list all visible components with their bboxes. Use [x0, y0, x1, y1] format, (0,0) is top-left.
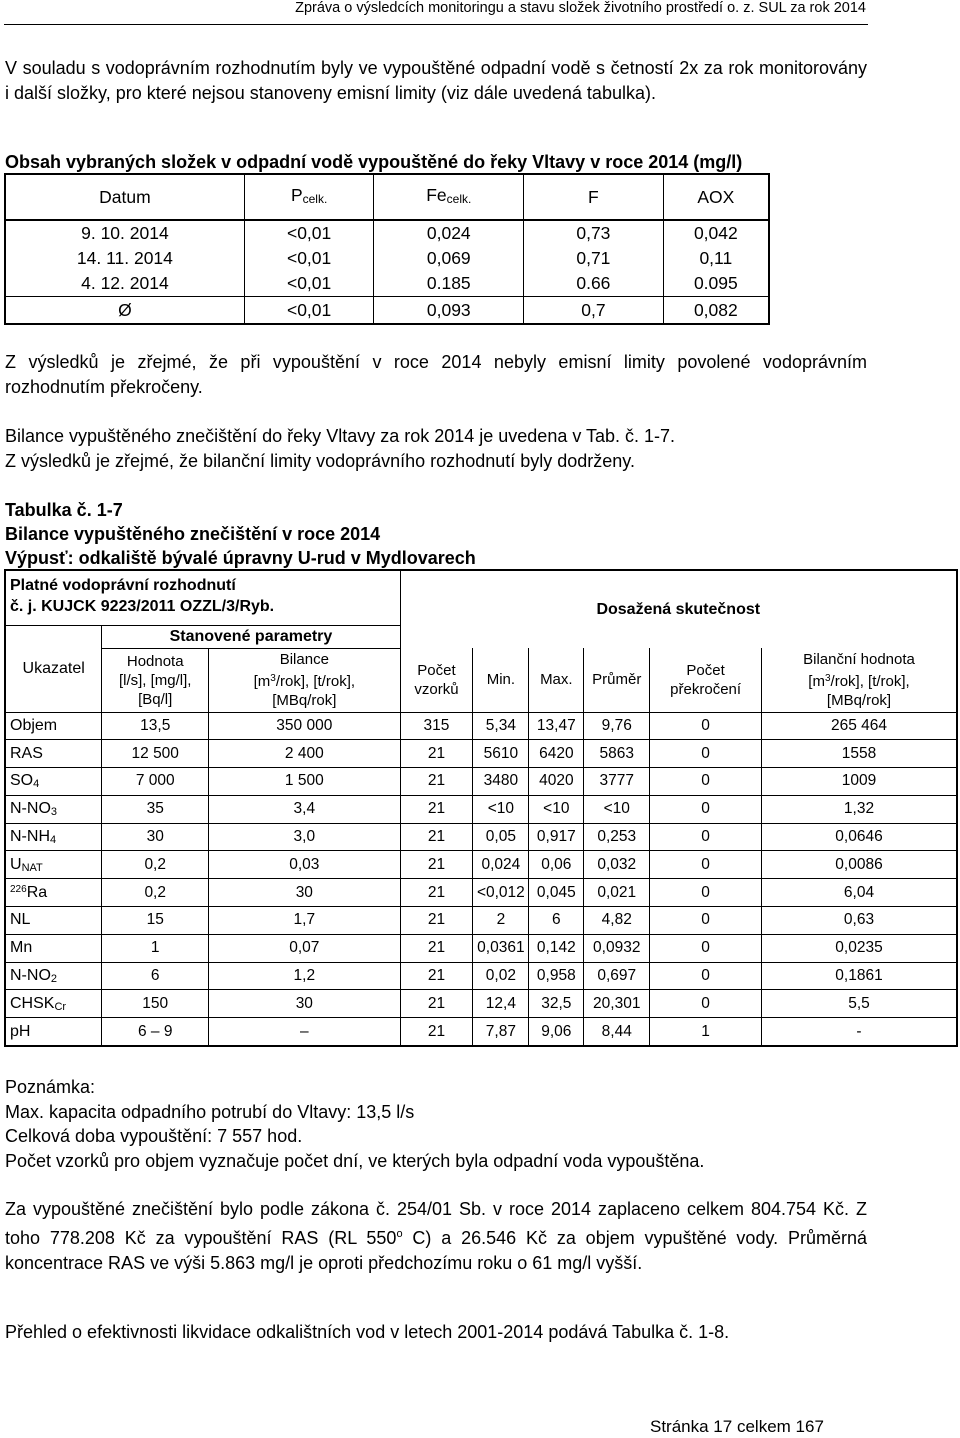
balance-paragraph-line1: Bilance vypuštěného znečištění do řeky Vltavy za rok 2014 je uvedena v Tab. č. 1-7. [5, 426, 676, 446]
table2-cell-max: 0,958 [529, 962, 584, 990]
table2-cell-bilance: 30 [209, 879, 400, 907]
table1-cell: <0,01 [244, 271, 374, 297]
table2-cell-pocet: 21 [400, 934, 473, 962]
table2-header-row1 [5, 570, 957, 625]
table2-row [5, 851, 957, 879]
table2-cell-min: 5610 [473, 740, 529, 768]
table2-caption1: Bilance vypuštěného znečištění v roce 2014 [5, 524, 381, 544]
table2-header-row3 [5, 648, 957, 712]
table2-cell-prumer: 0,0932 [584, 934, 650, 962]
table1-cell: 14. 11. 2014 [5, 246, 244, 271]
table2-cell-hodnota: 1 [102, 934, 209, 962]
table2-cell-pocet: 21 [400, 907, 473, 935]
table2-cell-max: 0,06 [529, 851, 584, 879]
table2-cell-bil: 0,63 [762, 907, 957, 935]
table2-cell-max: 6 [529, 907, 584, 935]
table2-cell-prekr: 0 [650, 768, 762, 796]
table1-col-f: F [524, 174, 664, 220]
notes-line1: Max. kapacita odpadního potrubí do Vltavy: 13,5 l/s [5, 1102, 415, 1122]
table2-cell-bilance: 1 500 [209, 768, 400, 796]
table2-cell-prumer: 0,253 [584, 823, 650, 851]
table1-header-row [5, 174, 769, 220]
table2-achieved-header: Dosažená skutečnost [400, 570, 957, 648]
payment-paragraph: Za vypouštěné znečištění bylo podle zákona č. 254/01 Sb. v roce 2014 zaplaceno celkem 804.754 Kč. Z toho 778.208 Kč za vypouštění RAS (RL 550$^o$ C) a 26.546 Kč za objem vypuštěné vody. Průměrná koncentrace RAS ve výši 5.863 mg/l je oproti předchozímu roku o 61 mg/l vyšší. [5, 1199, 867, 1273]
table2-ukazatel-cell: Objem [5, 712, 102, 740]
table2-cell-pocet: 21 [400, 740, 473, 768]
table1-cell: <0,01 [244, 220, 374, 246]
table2-cell-max: 32,5 [529, 990, 584, 1018]
table2-cell-bil: 1558 [762, 740, 957, 768]
table2-cell-min: <0,012 [473, 879, 529, 907]
table1-cell: 0,7 [524, 297, 664, 325]
results-paragraph: Z výsledků je zřejmé, že při vypouštění v roce 2014 nebyly emisní limity povolené vodoprávním rozhodnutím překročeny. [5, 352, 867, 397]
table2-ukazatel-cell: NL [5, 907, 102, 935]
table1-cell: 0,71 [524, 246, 664, 271]
table2-label: Tabulka č. 1-7 [5, 500, 123, 520]
header-rule [4, 24, 868, 25]
table2-caption2: Výpusť: odkaliště bývalé úpravny U-rud v Mydlovarech [5, 548, 476, 568]
table1-col-fe: $Fe_{celk.}$ [374, 174, 524, 220]
table2-ukazatel-cell: $CHSK_{Cr}$ [5, 990, 102, 1018]
table1-cell: 0,024 [374, 220, 524, 246]
footer-page: Stránka 17 [650, 1417, 733, 1436]
table2-cell-bil: 0,1861 [762, 962, 957, 990]
table2-cell-prumer: 20,301 [584, 990, 650, 1018]
table2-cell-bilance: 0,03 [209, 851, 400, 879]
table1-cell: Ø [5, 297, 244, 325]
table2-cell-hodnota: 0,2 [102, 879, 209, 907]
table2-cell-hodnota: 30 [102, 823, 209, 851]
table2-ukazatel-cell: $N-NO_3$ [5, 795, 102, 823]
table2-ukazatel-cell: $U_{NAT}$ [5, 851, 102, 879]
table2-cell-bilance: 1,2 [209, 962, 400, 990]
table2-cell-pocet: 21 [400, 879, 473, 907]
table2-cell-prumer: 0,021 [584, 879, 650, 907]
page-footer [650, 1417, 824, 1437]
table2-cell-prumer: <10 [584, 795, 650, 823]
table2-cell-hodnota: 35 [102, 795, 209, 823]
table2-bilance-header: Bilance $[m^3/rok]$, [t/rok], [MBq/rok] [209, 648, 400, 712]
table2-bilancni-hodnota-header: Bilanční hodnota $[m^3/rok]$, [t/rok], [MBq/rok] [762, 648, 957, 712]
table2-cell-max: 0,045 [529, 879, 584, 907]
table2-cell-pocet: 21 [400, 768, 473, 796]
table2-cell-pocet: 21 [400, 1018, 473, 1046]
table2 [4, 569, 958, 1047]
table1-cell: <0,01 [244, 297, 374, 325]
table2-cell-prekr: 0 [650, 712, 762, 740]
table2-prumer-header: Průměr [584, 648, 650, 712]
table2-cell-pocet: 21 [400, 795, 473, 823]
table2-cell-min: 2 [473, 907, 529, 935]
summary-line: Přehled o efektivnosti likvidace odkalištních vod v letech 2001-2014 podává Tabulka č. 1-8. [5, 1322, 730, 1342]
table2-cell-pocet: 21 [400, 823, 473, 851]
table2-cell-pocet: 21 [400, 990, 473, 1018]
table1-cell: 0,069 [374, 246, 524, 271]
table2-cell-bil: 1,32 [762, 795, 957, 823]
table2-cell-hodnota: 0,2 [102, 851, 209, 879]
table2-cell-prekr: 0 [650, 879, 762, 907]
table2-pocet-prekr-header: Počet překročení [650, 648, 762, 712]
table2-cell-prekr: 0 [650, 823, 762, 851]
table2-cell-bilance: 0,07 [209, 934, 400, 962]
table2-cell-prumer: 9,76 [584, 712, 650, 740]
balance-paragraph-line2: Z výsledků je zřejmé, že bilanční limity vodoprávního rozhodnutí byly dodrženy. [5, 451, 635, 471]
table2-cell-bil: - [762, 1018, 957, 1046]
table2-cell-bil: 5,5 [762, 990, 957, 1018]
table1 [4, 173, 770, 325]
table2-cell-prekr: 0 [650, 851, 762, 879]
table2-cell-prumer: 0,032 [584, 851, 650, 879]
notes-line3: Počet vzorků pro objem vyznačuje počet dní, ve kterých byla odpadní voda vypouštěna. [5, 1151, 705, 1171]
table1-cell: 0.095 [663, 271, 769, 297]
table2-cell-hodnota: 6 – 9 [102, 1018, 209, 1046]
table2-cell-bil: 6,04 [762, 879, 957, 907]
table2-cell-hodnota: 12 500 [102, 740, 209, 768]
table2-cell-max: 6420 [529, 740, 584, 768]
table2-cell-min: 3480 [473, 768, 529, 796]
table1-cell: 0,093 [374, 297, 524, 325]
table2-cell-prekr: 0 [650, 934, 762, 962]
intro-paragraph: V souladu s vodoprávním rozhodnutím byly ve vypouštěné odpadní vodě s četností 2x za rok monitorovány i další složky, pro které nejsou stanoveny emisní limity (viz dále uvedená tabulka). [5, 58, 867, 103]
table2-cell-max: 13,47 [529, 712, 584, 740]
table2-row [5, 795, 957, 823]
permit-line1: Platné vodoprávní rozhodnutí [10, 577, 236, 594]
table2-row [5, 879, 957, 907]
table2-max-header: Max. [529, 648, 584, 712]
table2-cell-min: 0,024 [473, 851, 529, 879]
table2-cell-min: 0,05 [473, 823, 529, 851]
permit-line2: č. j. KUJCK 9223/2011 OZZL/3/Ryb. [10, 598, 275, 615]
table2-cell-max: 4020 [529, 768, 584, 796]
table1-cell: <0,01 [244, 246, 374, 271]
table2-cell-min: 12,4 [473, 990, 529, 1018]
table2-cell-bil: 0,0646 [762, 823, 957, 851]
table2-cell-prumer: 5863 [584, 740, 650, 768]
table2-cell-bilance: 3,0 [209, 823, 400, 851]
table1-cell: 0,73 [524, 220, 664, 246]
table2-cell-bilance: 1,7 [209, 907, 400, 935]
table2-cell-prekr: 1 [650, 1018, 762, 1046]
table2-cell-max: 9,06 [529, 1018, 584, 1046]
table2-cell-prekr: 0 [650, 962, 762, 990]
table2-cell-min: 5,34 [473, 712, 529, 740]
table2-permit-header [5, 570, 400, 625]
table2-cell-pocet: 21 [400, 851, 473, 879]
table2-cell-bil: 265 464 [762, 712, 957, 740]
table2-ukazatel-cell: $N-NH_4$ [5, 823, 102, 851]
table2-ukazatel-cell: Mn [5, 934, 102, 962]
table1-row [5, 271, 769, 297]
table2-cell-prekr: 0 [650, 740, 762, 768]
table1-cell: 4. 12. 2014 [5, 271, 244, 297]
table1-cell: 0.185 [374, 271, 524, 297]
table1-col-datum: Datum [5, 174, 244, 220]
table1-average-row [5, 297, 769, 325]
table2-set-params-header: Stanovené parametry [102, 625, 400, 648]
table2-min-header: Min. [473, 648, 529, 712]
table2-cell-bilance: 3,4 [209, 795, 400, 823]
table2-row [5, 740, 957, 768]
table2-cell-prumer: 8,44 [584, 1018, 650, 1046]
table1-title: Obsah vybraných složek v odpadní vodě vypouštěné do řeky Vltavy v roce 2014 (mg/l) [5, 152, 743, 172]
table1-cell: 9. 10. 2014 [5, 220, 244, 246]
table2-cell-hodnota: 6 [102, 962, 209, 990]
table2-hodnota-header: Hodnota [l/s], [mg/l], [Bq/l] [102, 648, 209, 712]
table2-row [5, 907, 957, 935]
table2-pocet-vzorku-header: Počet vzorků [400, 648, 473, 712]
table2-cell-min: 0,02 [473, 962, 529, 990]
table2-ukazatel-header: Ukazatel [5, 625, 102, 712]
table2-cell-bilance: 30 [209, 990, 400, 1018]
table2-cell-max: 0,917 [529, 823, 584, 851]
notes-line2: Celková doba vypouštění: 7 557 hod. [5, 1126, 303, 1146]
table2-cell-prekr: 0 [650, 907, 762, 935]
footer-total: celkem 167 [736, 1417, 824, 1436]
table2-row [5, 823, 957, 851]
table2-cell-pocet: 21 [400, 962, 473, 990]
table2-cell-prekr: 0 [650, 990, 762, 1018]
table2-cell-min: 0,0361 [473, 934, 529, 962]
table2-cell-hodnota: 150 [102, 990, 209, 1018]
table1-cell: 0,042 [663, 220, 769, 246]
table2-row [5, 1018, 957, 1046]
table2-cell-pocet: 315 [400, 712, 473, 740]
table2-cell-bil: 0,0235 [762, 934, 957, 962]
table1-col-p: $P_{celk.}$ [244, 174, 374, 220]
table2-cell-bilance: – [209, 1018, 400, 1046]
table2-cell-prumer: 4,82 [584, 907, 650, 935]
running-header: Zpráva o výsledcích monitoringu a stavu složek životního prostředí o. z. SUL za rok 2014 [295, 0, 866, 16]
table2-cell-hodnota: 7 000 [102, 768, 209, 796]
table2-ukazatel-cell: $^{226}$Ra [5, 879, 102, 907]
table2-cell-prumer: 0,697 [584, 962, 650, 990]
table2-cell-prekr: 0 [650, 795, 762, 823]
table2-ukazatel-cell: pH [5, 1018, 102, 1046]
table2-row [5, 768, 957, 796]
table2-cell-max: <10 [529, 795, 584, 823]
table2-ukazatel-cell: $N-NO_2$ [5, 962, 102, 990]
table2-cell-bil: 1009 [762, 768, 957, 796]
table2-cell-bil: 0,0086 [762, 851, 957, 879]
table2-row [5, 712, 957, 740]
table2-cell-min: 7,87 [473, 1018, 529, 1046]
table2-ukazatel-cell: RAS [5, 740, 102, 768]
table2-cell-max: 0,142 [529, 934, 584, 962]
table2-cell-prumer: 3777 [584, 768, 650, 796]
notes-title: Poznámka: [5, 1077, 96, 1097]
table2-cell-hodnota: 15 [102, 907, 209, 935]
table2-cell-bilance: 2 400 [209, 740, 400, 768]
table1-cell: 0.66 [524, 271, 664, 297]
table1-cell: 0,11 [663, 246, 769, 271]
table2-cell-min: <10 [473, 795, 529, 823]
table1-cell: 0,082 [663, 297, 769, 325]
table2-cell-bilance: 350 000 [209, 712, 400, 740]
table2-row [5, 934, 957, 962]
table2-ukazatel-cell: $SO_4$ [5, 768, 102, 796]
table2-row [5, 962, 957, 990]
table1-col-aox: AOX [663, 174, 769, 220]
table1-row [5, 246, 769, 271]
table1-row [5, 220, 769, 246]
table2-cell-hodnota: 13,5 [102, 712, 209, 740]
table2-row [5, 990, 957, 1018]
